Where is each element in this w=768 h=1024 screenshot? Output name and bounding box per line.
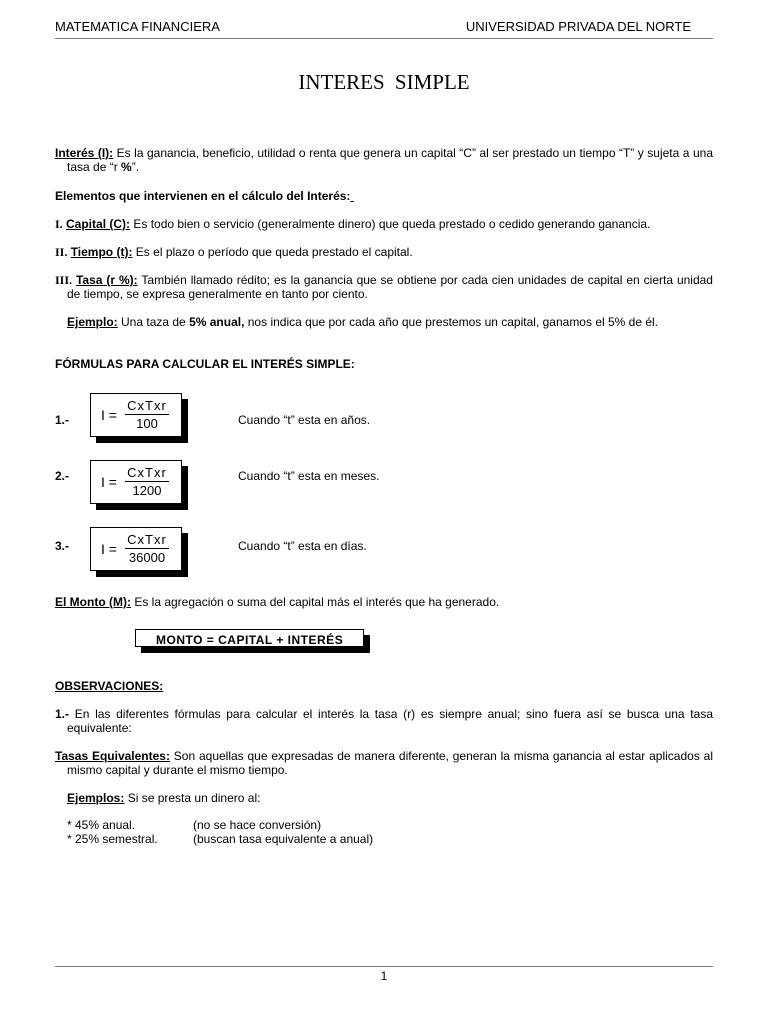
example-rate-row [67, 818, 322, 832]
example-rate-note: (no se hace conversión) [193, 818, 322, 832]
example-rate-note: (buscan tasa equivalente a anual) [193, 832, 374, 846]
observaciones-heading [55, 679, 713, 693]
formula-fraction [125, 465, 169, 498]
ejemplos-line [67, 791, 713, 805]
formula-numerator: CxTxr [125, 398, 169, 415]
element-text: Es el plazo o período que queda prestado el capital. [132, 245, 413, 259]
formula-number: 2.- [55, 469, 70, 483]
element-roman: II. [55, 245, 68, 259]
monto-formula: MONTO = CAPITAL + INTERÉS [156, 633, 344, 647]
ejemplos-text: Si se presta un dinero al: [124, 791, 261, 805]
elements-heading [55, 189, 713, 203]
example-rate: * 25% semestral. [67, 832, 158, 846]
header-university: UNIVERSIDAD PRIVADA DEL NORTE [465, 19, 691, 34]
element-term: Capital (C): [66, 217, 131, 231]
tasas-text: Son aquellas que expresadas de manera diferente, generan la misma ganancia al estar aplicados al mismo capital y durante el mismo tiempo. [67, 749, 713, 777]
page-number: 1 [380, 969, 388, 983]
monto-text: Es la agregación o suma del capital más el interés que ha generado. [130, 595, 500, 609]
footer-divider [55, 966, 713, 967]
formula-lhs: I = [101, 541, 117, 557]
element-roman: I. [55, 217, 63, 231]
example-bold: 5% anual, [189, 315, 245, 329]
formula-box-frame [90, 460, 182, 504]
observation-text: En las diferentes fórmulas para calcular el interés la tasa (r) es siempre anual; sino fuera así se busca una tasa equivalente: [67, 707, 713, 735]
monto-box-frame [135, 629, 364, 647]
formula-denominator: 1200 [132, 483, 162, 498]
page-title: INTERES SIMPLE [298, 70, 470, 94]
element-capital [55, 217, 713, 231]
tasas-equivalentes [55, 749, 713, 777]
element-text: Es todo bien o servicio (generalmente dinero) que queda prestado o cedido generando ganancia. [130, 217, 651, 231]
formula-note: Cuando “t” esta en años. [238, 413, 371, 427]
formula-note: Cuando “t” esta en meses. [238, 469, 380, 483]
header-course: MATEMATICA FINANCIERA [55, 19, 220, 34]
formula-lhs: I = [101, 474, 117, 490]
interes-end: ”. [131, 160, 140, 174]
element-tasa [55, 273, 713, 301]
formula-fraction [125, 532, 169, 565]
observation-1 [55, 707, 713, 735]
ejemplos-term: Ejemplos: [67, 791, 125, 805]
observaciones-heading-text: OBSERVACIONES: [55, 679, 164, 693]
interes-pct: % [121, 160, 132, 174]
formulas-heading: FÓRMULAS PARA CALCULAR EL INTERÉS SIMPLE: [55, 357, 355, 371]
monto-term: El Monto (M): [55, 595, 131, 609]
observation-number: 1.- [55, 707, 70, 721]
formula-numerator: CxTxr [125, 532, 169, 549]
example-rate-row [67, 832, 374, 846]
example-rate: * 45% anual. [67, 818, 136, 832]
element-tiempo [55, 245, 713, 259]
example-pre: Una taza de [117, 315, 190, 329]
interes-term: Interés (I): [55, 146, 114, 160]
example-post: nos indica que por cada año que prestemos un capital, ganamos el 5% de él. [244, 315, 659, 329]
tasas-term: Tasas Equivalentes: [55, 749, 170, 763]
formula-fraction [125, 398, 169, 431]
formula-number: 1.- [55, 413, 70, 427]
header-divider [55, 38, 713, 39]
interes-text: Es la ganancia, beneficio, utilidad o renta que genera un capital “C” al ser prestado un tiempo “T” y sujeta a una tasa de “r [67, 146, 713, 174]
element-term: Tiempo (t): [70, 245, 133, 259]
formula-box-frame [90, 393, 182, 437]
formula-numerator: CxTxr [125, 465, 169, 482]
formula-denominator: 36000 [128, 550, 166, 565]
element-text: También llamado rédito; es la ganancia que se obtiene por cada cien unidades de capital en cierta unidad de tiempo, se expresa generalmente en tanto por ciento. [67, 273, 713, 301]
formula-note: Cuando “t” esta en días. [238, 539, 367, 553]
formula-lhs: I = [101, 407, 117, 423]
example-line [67, 315, 713, 329]
example-term: Ejemplo: [67, 315, 118, 329]
interes-definition [55, 146, 713, 174]
elements-heading-text: Elementos que intervienen en el cálculo del Interés: [55, 189, 351, 203]
element-term: Tasa (r %): [75, 273, 138, 287]
formula-denominator: 100 [136, 416, 158, 431]
monto-definition [55, 595, 713, 609]
formula-number: 3.- [55, 539, 70, 553]
formula-box-frame [90, 527, 182, 571]
element-roman: III. [55, 273, 73, 287]
